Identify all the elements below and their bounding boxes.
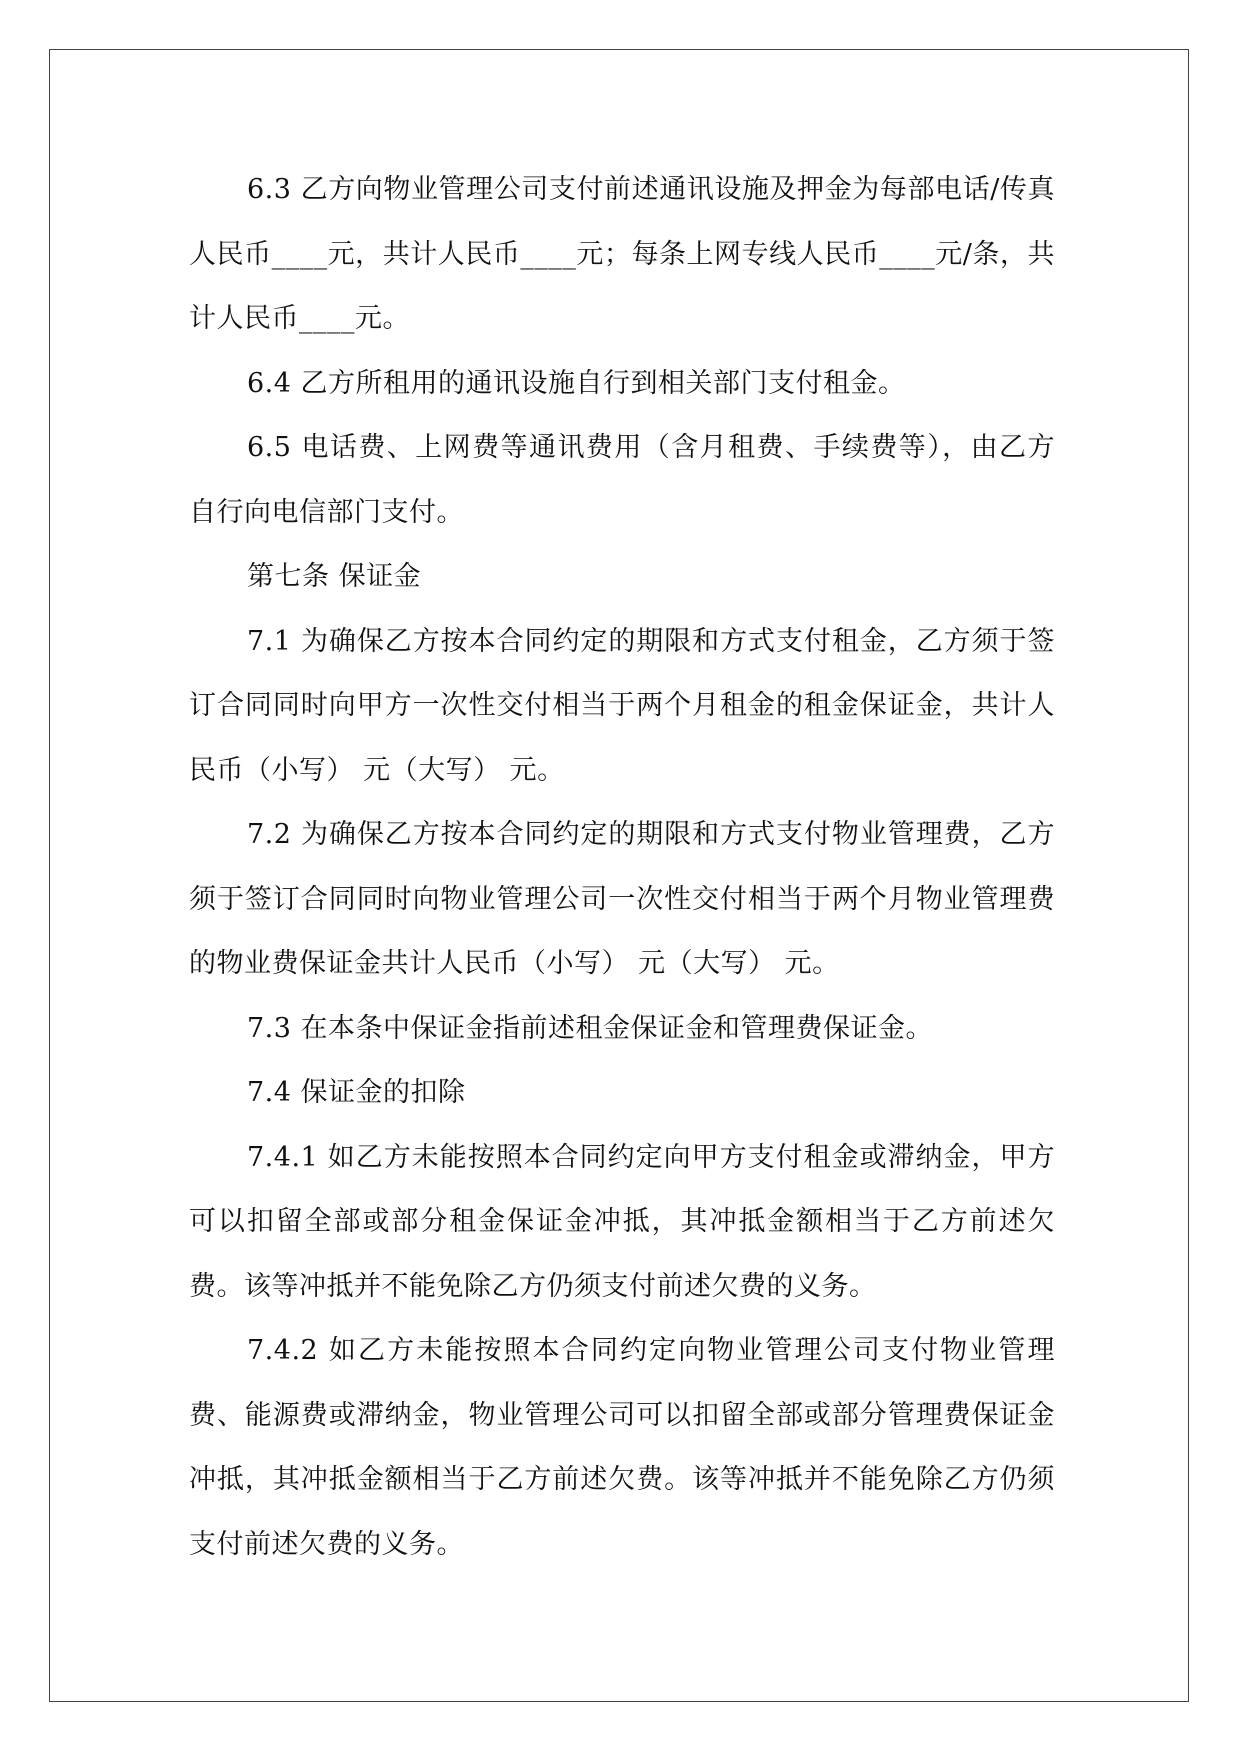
clause-7-2: 7.2 为确保乙方按本合同约定的期限和方式支付物业管理费，乙方须于签订合同同时向物业管理公司一次性交付相当于两个月物业管理费的物业费保证金共计人民币（小写） 元（大写） 元。 (189, 819, 1055, 979)
clause-7-4-2: 7.4.2 如乙方未能按照本合同约定向物业管理公司支付物业管理费、能源费或滞纳金，物业管理公司可以扣留全部或部分管理费保证金冲抵，其冲抵金额相当于乙方前述欠费。该等冲抵并不能免除乙方仍须支付前述欠费的义务。 (189, 1335, 1055, 1560)
clause-6-5: 6.5 电话费、上网费等通讯费用（含月租费、手续费等），由乙方自行向电信部门支付。 (189, 432, 1055, 528)
clause-6-3: 6.3 乙方向物业管理公司支付前述通讯设施及押金为每部电话/传真人民币____元，共计人民币____元；每条上网专线人民币____元/条，共计人民币____元。 (189, 174, 1055, 334)
article-7-heading: 第七条 保证金 (247, 561, 422, 592)
clause-7-3: 7.3 在本条中保证金指前述租金保证金和管理费保证金。 (247, 1012, 934, 1044)
clause-7-1: 7.1 为确保乙方按本合同约定的期限和方式支付租金，乙方须于签订合同同时向甲方一次性交付相当于两个月租金的租金保证金，共计人民币（小写） 元（大写） 元。 (189, 625, 1055, 786)
document-body (189, 158, 1055, 1577)
clause-6-4: 6.4 乙方所租用的通讯设施自行到相关部门支付租金。 (247, 367, 906, 399)
clause-7-4: 7.4 保证金的扣除 (247, 1077, 466, 1108)
clause-7-4-1: 7.4.1 如乙方未能按照本合同约定向甲方支付租金或滞纳金，甲方可以扣留全部或部分租金保证金冲抵，其冲抵金额相当于乙方前述欠费。该等冲抵并不能免除乙方仍须支付前述欠费的义务。 (189, 1141, 1055, 1302)
